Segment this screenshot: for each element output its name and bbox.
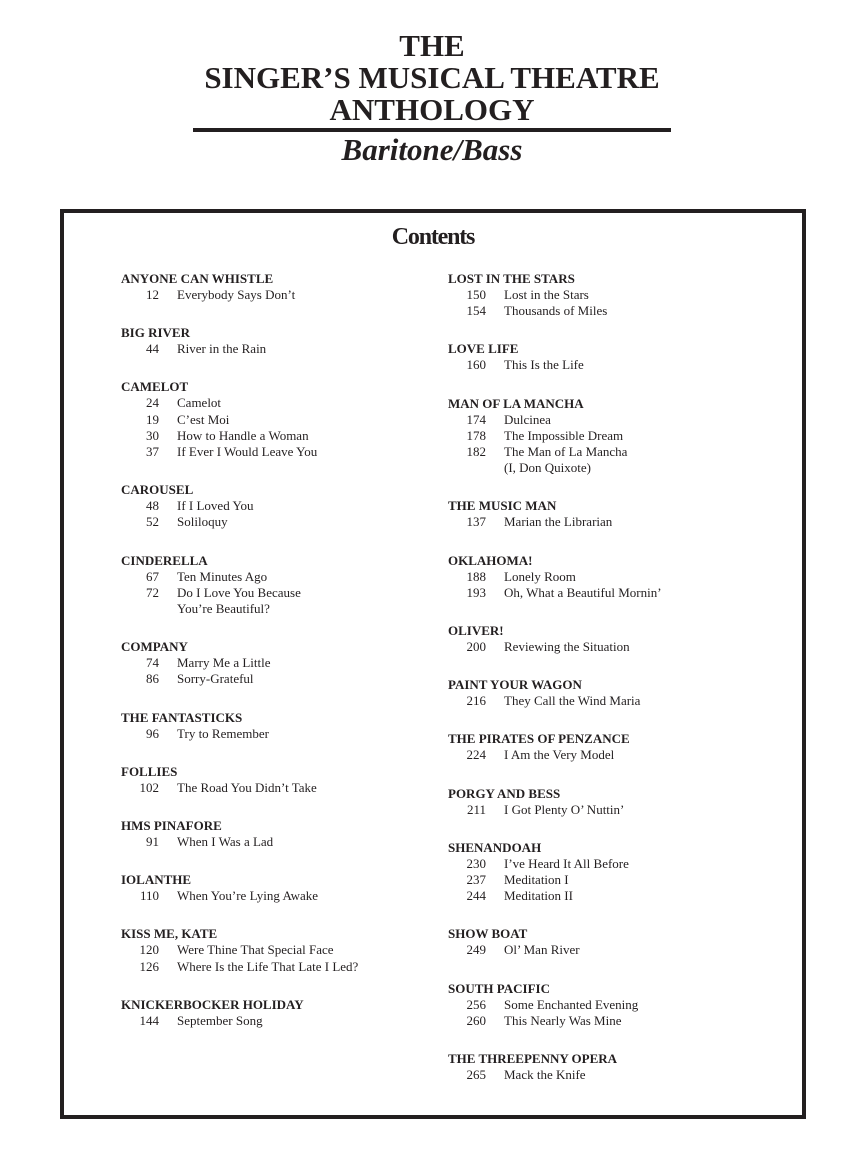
show-entry (448, 553, 778, 601)
show-title: KISS ME, KATE (121, 926, 218, 942)
song-title-line: I Am the Very Model (504, 747, 615, 763)
song-title (159, 655, 271, 671)
song-title-line: Ol’ Man River (504, 942, 580, 958)
song-title-line: When I Was a Lad (177, 834, 274, 850)
song-entry[interactable] (448, 747, 778, 763)
song-entry[interactable] (121, 655, 431, 671)
song-title-line: Thousands of Miles (504, 303, 608, 319)
song-title (159, 514, 228, 530)
song-page-number: 200 (466, 639, 486, 655)
song-title-line: If I Loved You (177, 498, 254, 514)
song-title (486, 802, 624, 818)
song-page-number: 249 (466, 942, 486, 958)
song-title (159, 888, 318, 904)
song-entry[interactable] (121, 428, 431, 444)
show-title: CAROUSEL (121, 482, 194, 498)
song-entry[interactable] (448, 569, 778, 585)
song-title (159, 780, 317, 796)
song-page-number: 126 (139, 958, 159, 974)
show-entry (448, 1051, 778, 1083)
song-page-number: 12 (146, 287, 159, 302)
contents-box (60, 209, 806, 1119)
song-page-number: 144 (139, 1012, 159, 1028)
show-title: KNICKERBOCKER HOLIDAY (121, 996, 304, 1012)
song-title-line: Soliloquy (177, 514, 228, 530)
song-title-line: (I, Don Quixote) (504, 460, 592, 476)
song-title-line: Ten Minutes Ago (177, 568, 268, 584)
song-title (159, 1013, 263, 1029)
show-title: CINDERELLA (121, 552, 208, 568)
show-title: ANYONE CAN WHISTLE (121, 271, 274, 286)
song-title-line: This Nearly Was Mine (504, 1012, 622, 1028)
song-page-number: 216 (466, 693, 486, 709)
song-entry[interactable] (448, 1013, 778, 1029)
song-title (486, 585, 662, 601)
song-title (486, 287, 589, 303)
song-title (159, 444, 317, 460)
song-title-line: When You’re Lying Awake (177, 888, 319, 904)
show-title: SHENANDOAH (448, 839, 542, 855)
song-title-line: Some Enchanted Evening (504, 996, 639, 1012)
song-title-line: I’ve Heard It All Before (504, 855, 629, 871)
song-entry[interactable] (121, 671, 431, 687)
song-entry[interactable] (121, 942, 431, 958)
show-title: THE MUSIC MAN (448, 498, 557, 514)
song-title (486, 747, 614, 763)
song-title (486, 693, 640, 709)
song-title-line: Dulcinea (504, 411, 551, 427)
song-title (159, 942, 334, 958)
song-entry[interactable] (448, 872, 778, 888)
title-line: SINGER’S MUSICAL THEATRE (204, 60, 660, 95)
song-entry[interactable] (448, 802, 778, 818)
contents-left-column (121, 271, 431, 1051)
show-entry (448, 396, 778, 477)
contents-heading: Contents (391, 224, 475, 250)
show-title: FOLLIES (121, 763, 178, 779)
song-entry[interactable] (121, 514, 431, 530)
show-entry (448, 840, 778, 905)
song-entry[interactable] (121, 726, 431, 742)
song-title-line: The Man of La Mancha (504, 444, 628, 460)
show-title: BIG RIVER (121, 325, 190, 341)
show-entry (448, 623, 778, 655)
song-entry[interactable] (121, 834, 431, 850)
show-entry (121, 325, 431, 357)
song-entry[interactable] (121, 412, 431, 428)
show-entry (121, 553, 431, 618)
song-title (486, 514, 612, 530)
page-header (0, 30, 864, 167)
show-title: HMS PINAFORE (121, 818, 222, 834)
song-entry[interactable] (121, 585, 431, 617)
song-title (159, 671, 254, 687)
show-title: COMPANY (121, 639, 188, 655)
song-entry[interactable] (448, 585, 778, 601)
song-title (486, 444, 627, 476)
show-entry (121, 271, 431, 303)
song-page-number: 19 (146, 411, 159, 427)
song-title-line: Where Is the Life That Late I Led? (177, 958, 359, 974)
show-title: PAINT YOUR WAGON (448, 677, 582, 693)
song-title-line: How to Handle a Woman (177, 427, 309, 443)
song-entry[interactable] (121, 287, 431, 303)
song-title-line: Marian the Librarian (504, 514, 613, 530)
song-entry[interactable] (121, 341, 431, 357)
song-entry[interactable] (448, 357, 778, 373)
song-title-line: Try to Remember (177, 725, 269, 741)
song-title-line: Meditation II (504, 888, 573, 904)
song-title-line: Reviewing the Situation (504, 639, 630, 655)
song-page-number: 224 (466, 747, 486, 763)
contents-right-column (448, 271, 778, 1105)
song-page-number: 265 (466, 1067, 486, 1083)
song-title-line: River in the Rain (177, 341, 267, 357)
song-title (486, 1067, 586, 1083)
song-page-number: 91 (146, 834, 159, 850)
song-title (159, 834, 273, 850)
song-title-line: Lonely Room (504, 568, 576, 584)
show-title: SOUTH PACIFIC (448, 980, 550, 996)
song-entry[interactable] (448, 444, 778, 476)
show-entry (121, 872, 431, 904)
song-page-number: 44 (146, 341, 159, 357)
song-entry[interactable] (448, 412, 778, 428)
show-entry (448, 271, 778, 319)
song-page-number: 102 (139, 779, 159, 795)
show-entry (121, 818, 431, 850)
song-page-number: 160 (466, 357, 486, 373)
song-entry[interactable] (448, 639, 778, 655)
song-title-line: September Song (177, 1012, 263, 1028)
song-title-line: Everybody Says Don’t (177, 287, 296, 302)
song-title-line: I Got Plenty O’ Nuttin’ (504, 801, 625, 817)
song-page-number: 86 (146, 671, 159, 687)
show-title: IOLANTHE (121, 872, 192, 888)
song-page-number: 74 (146, 655, 159, 671)
song-page-number: 137 (466, 514, 486, 530)
song-title-line: Camelot (177, 395, 222, 411)
show-entry (448, 498, 778, 530)
show-title: THE FANTASTICKS (121, 709, 243, 725)
song-title-line: This Is the Life (504, 357, 584, 373)
song-title (486, 357, 584, 373)
song-entry[interactable] (448, 693, 778, 709)
song-title-line: Oh, What a Beautiful Mornin’ (504, 584, 662, 600)
song-page-number: 211 (466, 801, 486, 817)
show-title: OKLAHOMA! (448, 552, 533, 568)
page-subtitle: Baritone/Bass (341, 132, 523, 167)
song-title (486, 872, 569, 888)
song-page-number: 72 (146, 584, 159, 600)
song-page-number: 96 (146, 725, 159, 741)
song-title (159, 726, 269, 742)
song-entry[interactable] (121, 444, 431, 460)
show-title: PORGY AND BESS (448, 785, 561, 801)
song-entry[interactable] (121, 780, 431, 796)
song-title-line: Lost in the Stars (504, 287, 589, 302)
song-entry[interactable] (121, 569, 431, 585)
song-title (159, 341, 266, 357)
show-entry (448, 731, 778, 763)
song-page-number: 188 (466, 568, 486, 584)
show-title: THE THREEPENNY OPERA (448, 1051, 618, 1067)
song-entry[interactable] (448, 942, 778, 958)
title-line: THE (399, 28, 465, 63)
show-entry (121, 482, 431, 530)
song-title-line: Marry Me a Little (177, 655, 271, 671)
song-title (159, 569, 267, 585)
song-title-line: Mack the Knife (504, 1067, 586, 1083)
song-title (486, 412, 551, 428)
show-title: MAN OF LA MANCHA (448, 395, 584, 411)
song-entry[interactable] (448, 287, 778, 303)
show-title: LOST IN THE STARS (448, 271, 575, 286)
song-title (486, 997, 638, 1013)
song-title (159, 959, 358, 975)
song-entry[interactable] (448, 888, 778, 904)
show-entry (121, 639, 431, 687)
song-page-number: 24 (146, 395, 159, 411)
song-title-line: The Impossible Dream (504, 427, 624, 443)
song-page-number: 178 (466, 427, 486, 443)
song-title (159, 498, 254, 514)
song-page-number: 154 (466, 303, 486, 319)
song-entry[interactable] (121, 1013, 431, 1029)
song-entry[interactable] (448, 428, 778, 444)
song-entry[interactable] (448, 303, 778, 319)
song-page-number: 48 (146, 498, 159, 514)
song-page-number: 230 (466, 855, 486, 871)
song-title-line: They Call the Wind Maria (504, 693, 641, 709)
song-title-line: Do I Love You Because (177, 584, 301, 600)
song-title-line: You’re Beautiful? (177, 601, 270, 617)
song-title-line: Sorry-Grateful (177, 671, 254, 687)
show-title: SHOW BOAT (448, 926, 528, 942)
show-entry (121, 997, 431, 1029)
title-line: ANTHOLOGY (329, 92, 535, 127)
song-entry[interactable] (121, 498, 431, 514)
song-page-number: 67 (146, 568, 159, 584)
show-entry (448, 786, 778, 818)
show-title: OLIVER! (448, 623, 504, 639)
song-title (486, 303, 607, 319)
song-page-number: 110 (139, 888, 159, 904)
song-page-number: 182 (466, 444, 486, 460)
song-title (159, 412, 229, 428)
show-title: THE PIRATES OF PENZANCE (448, 731, 630, 747)
show-entry (448, 677, 778, 709)
song-entry[interactable] (121, 395, 431, 411)
song-title (486, 942, 580, 958)
song-page-number: 237 (466, 872, 486, 888)
song-entry[interactable] (448, 1067, 778, 1083)
song-title (159, 585, 301, 617)
song-page-number: 244 (466, 888, 486, 904)
song-title (486, 856, 629, 872)
song-entry[interactable] (448, 856, 778, 872)
song-title (486, 639, 630, 655)
song-page-number: 193 (466, 584, 486, 600)
song-page-number: 256 (466, 996, 486, 1012)
song-title (486, 1013, 622, 1029)
show-entry (448, 926, 778, 958)
song-entry[interactable] (121, 888, 431, 904)
show-entry (121, 379, 431, 460)
song-title-line: C’est Moi (177, 411, 230, 427)
song-page-number: 260 (466, 1012, 486, 1028)
song-entry[interactable] (448, 514, 778, 530)
song-entry[interactable] (448, 997, 778, 1013)
show-entry (121, 764, 431, 796)
song-page-number: 30 (146, 427, 159, 443)
show-title: LOVE LIFE (448, 341, 519, 357)
song-title (486, 888, 573, 904)
song-title-line: Were Thine That Special Face (177, 942, 334, 958)
song-title-line: The Road You Didn’t Take (177, 779, 317, 795)
show-entry (448, 341, 778, 373)
song-title (486, 428, 623, 444)
song-title (159, 428, 309, 444)
song-title-line: If Ever I Would Leave You (177, 444, 318, 460)
song-entry[interactable] (121, 959, 431, 975)
song-title (486, 569, 576, 585)
song-title (159, 287, 295, 303)
show-entry (121, 926, 431, 974)
song-title-line: Meditation I (504, 872, 569, 888)
song-page-number: 37 (146, 444, 159, 460)
show-entry (121, 710, 431, 742)
show-title: CAMELOT (121, 379, 189, 395)
show-entry (448, 981, 778, 1029)
song-page-number: 52 (146, 514, 159, 530)
song-page-number: 120 (139, 942, 159, 958)
song-page-number: 150 (466, 287, 486, 302)
song-page-number: 174 (466, 411, 486, 427)
song-title (159, 395, 221, 411)
